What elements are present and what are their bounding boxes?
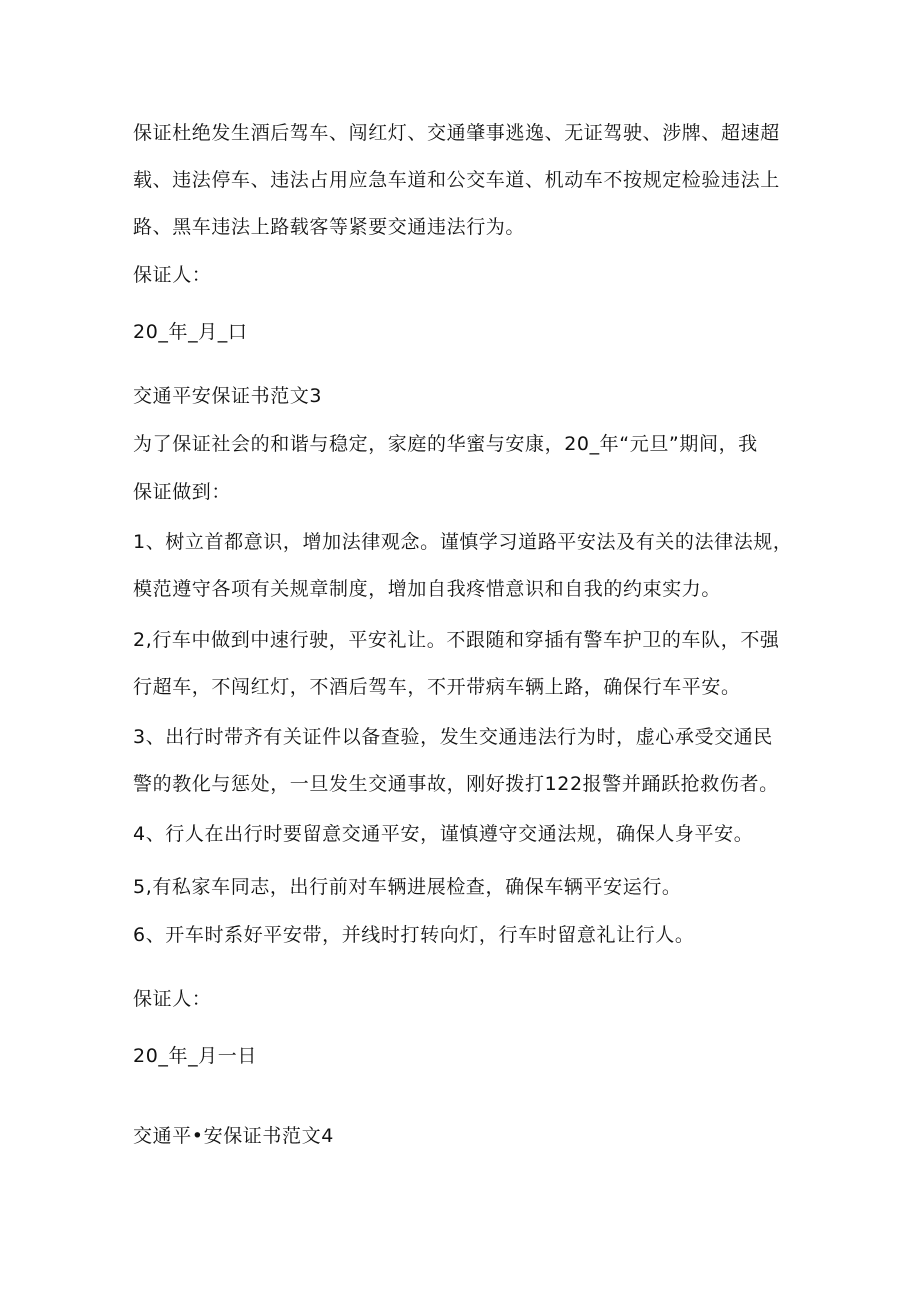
section-heading: 交通平•安保证书范文4 bbox=[133, 1125, 334, 1147]
list-item-continuation: 行超车，不闯红灯，不酒后驾车，不开带病车辆上路，确保行车平安。 bbox=[133, 676, 741, 698]
paragraph-line: 保证做到： bbox=[133, 481, 232, 503]
section-heading: 交通平安保证书范文3 bbox=[133, 385, 323, 407]
list-item: 3、出行时带齐有关证件以备查验，发生交通违法行为时，虚心承受交通民 bbox=[133, 726, 773, 748]
list-item: 5,有私家车同志，出行前对车辆进展检查，确保车辆平安运行。 bbox=[133, 876, 682, 898]
date-line: 20_年_月_口 bbox=[133, 321, 248, 343]
paragraph-line: 为了保证社会的和谐与稳定，家庭的华蜜与安康，20_年“元旦”期间，我 bbox=[133, 433, 758, 455]
guarantor-label: 保证人： bbox=[133, 988, 212, 1010]
list-item-continuation: 模范遵守各项有关规章制度，增加自我疼惜意识和自我的约束实力。 bbox=[133, 578, 722, 600]
paragraph-line: 保证杜绝发生酒后驾车、闯红灯、交通肇事逃逸、无证驾驶、涉牌、超速超 bbox=[133, 122, 780, 144]
list-item-continuation: 警的教化与惩处，一旦发生交通事故，刚好拨打122报警并踊跃抢救伤者。 bbox=[133, 773, 779, 795]
list-item: 4、行人在出行时要留意交通平安，谨慎遵守交通法规，确保人身平安。 bbox=[133, 823, 754, 845]
list-item: 1、树立首都意识，增加法律观念。谨慎学习道路平安法及有关的法律法规， bbox=[133, 531, 793, 553]
guarantor-label: 保证人： bbox=[133, 264, 212, 286]
list-item: 2,行车中做到中速行驶，平安礼让。不跟随和穿插有警车护卫的车队，不强 bbox=[133, 629, 780, 651]
paragraph-line: 载、违法停车、违法占用应急车道和公交车道、机动车不按规定检验违法上 bbox=[133, 169, 780, 191]
list-item: 6、开车时系好平安带，并线时打转向灯，行车时留意礼让行人。 bbox=[133, 924, 695, 946]
paragraph-line: 路、黑车违法上路载客等紧要交通违法行为。 bbox=[133, 216, 526, 238]
date-line: 20_年_月一日 bbox=[133, 1045, 257, 1067]
